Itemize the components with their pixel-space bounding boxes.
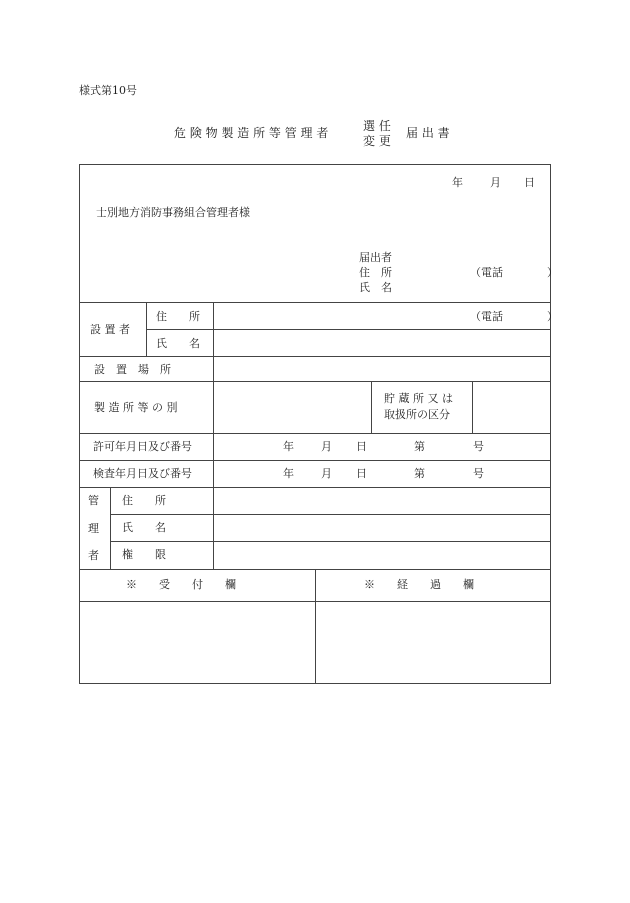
title-change: 変 更 xyxy=(363,134,391,148)
location-label: 設 置 場 所 xyxy=(94,363,171,376)
notifier-label: 届出者 xyxy=(359,251,392,264)
header-month: 月 xyxy=(490,176,501,189)
storage-label-1: 貯 蔵 所 又 は xyxy=(384,392,453,405)
addressee: 士別地方消防事務組合管理者様 xyxy=(96,206,250,219)
facility-type-label: 製 造 所 等 の 別 xyxy=(94,401,178,414)
installer-address-label: 住 所 xyxy=(156,310,200,323)
installer-phone: （電話 ） xyxy=(470,310,558,323)
notifier-address-label: 住 所 xyxy=(359,266,392,279)
installer-label: 設 置 者 xyxy=(90,323,130,336)
manager-label-1: 管 xyxy=(88,494,99,507)
receipt-column-label: ※ 受 付 欄 xyxy=(126,578,236,591)
manager-authority-label: 権 限 xyxy=(122,548,166,561)
permit-label: 許可年月日及び番号 xyxy=(93,440,192,453)
inspection-dai: 第 xyxy=(414,467,425,480)
inspection-month: 月 xyxy=(321,467,332,480)
notification-form xyxy=(79,164,558,684)
manager-label-3: 者 xyxy=(88,549,99,562)
permit-year: 年 xyxy=(283,440,294,453)
permit-month: 月 xyxy=(321,440,332,453)
notifier-phone: （電話 ） xyxy=(470,266,558,279)
header-day: 日 xyxy=(524,176,535,189)
inspection-year: 年 xyxy=(283,467,294,480)
permit-go: 号 xyxy=(473,440,484,453)
notifier-name-label: 氏 名 xyxy=(359,281,392,294)
installer-name-label: 氏 名 xyxy=(156,337,200,350)
header-year: 年 xyxy=(452,176,463,189)
inspection-label: 検査年月日及び番号 xyxy=(93,467,192,480)
permit-dai: 第 xyxy=(414,440,425,453)
inspection-day: 日 xyxy=(356,467,367,480)
manager-address-label: 住 所 xyxy=(122,494,166,507)
storage-label-2: 取扱所の区分 xyxy=(384,408,450,421)
form-number: 様式第10号 xyxy=(79,84,137,97)
inspection-go: 号 xyxy=(473,467,484,480)
permit-day: 日 xyxy=(356,440,367,453)
progress-column-label: ※ 経 過 欄 xyxy=(364,578,474,591)
title-selection: 選 任 xyxy=(363,119,391,133)
manager-name-label: 氏 名 xyxy=(122,521,166,534)
manager-label-2: 理 xyxy=(88,522,99,535)
title-suffix: 届 出 書 xyxy=(406,126,450,140)
title-main: 危 険 物 製 造 所 等 管 理 者 xyxy=(174,126,329,140)
